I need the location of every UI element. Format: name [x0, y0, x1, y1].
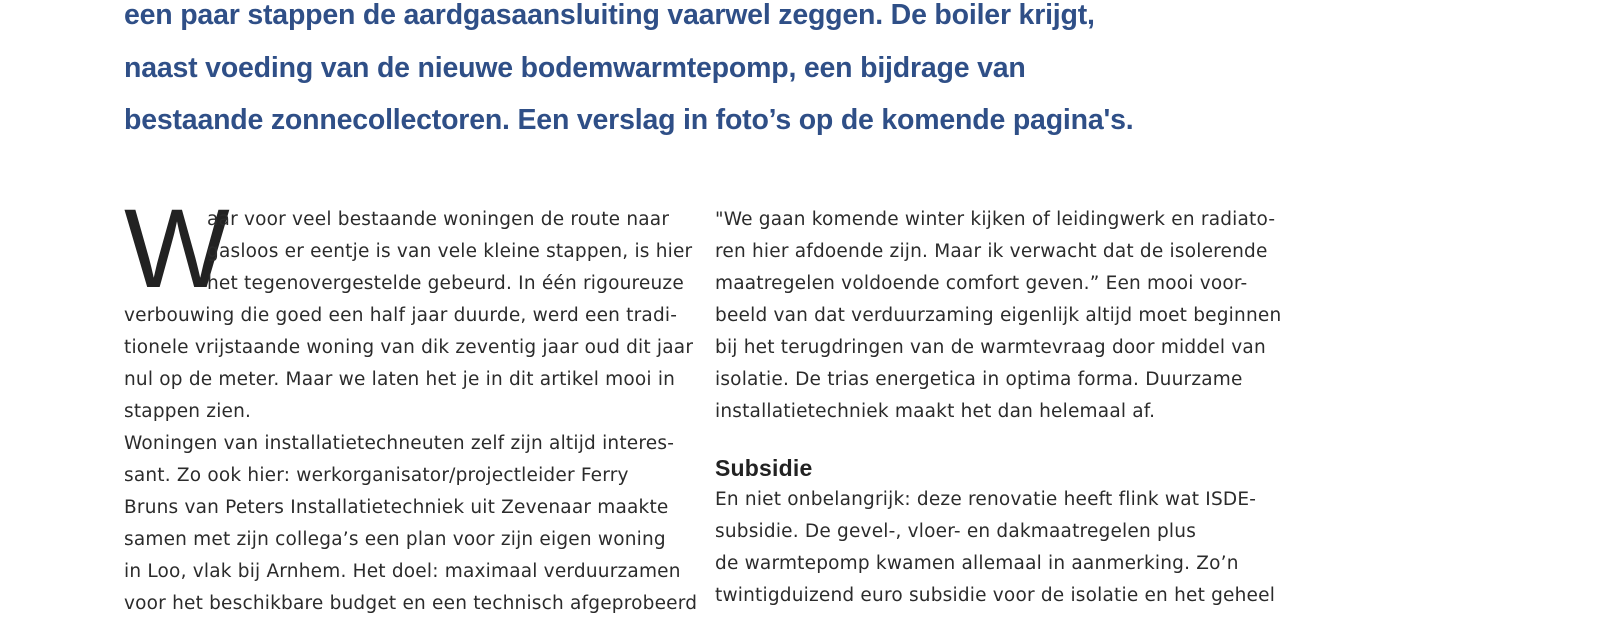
paragraph-gap: [715, 428, 1275, 452]
body-paragraph-1: [124, 186, 694, 428]
body-line: ren hier afdoende zijn. Maar ik verwacht dat de isolerende: [715, 241, 1268, 262]
body-line: maatregelen voldoende comfort geven.” Een mooi voor-: [715, 273, 1248, 294]
body-line: Woningen van installatietechneuten zelf zijn altijd interes-: [124, 433, 675, 454]
body-line: samen met zijn collega’s een plan voor zijn eigen woning: [124, 529, 666, 550]
body-line: isolatie. De trias energetica in optima forma. Duurzame: [715, 369, 1243, 390]
intro-line: bestaande zonnecollectoren. Een verslag in foto’s op de komende pagina's.: [124, 104, 1134, 136]
body-paragraph-3: [715, 204, 1282, 428]
right-column: [715, 204, 1282, 612]
body-line: bij het terugdringen van de warmtevraag door middel van: [715, 337, 1266, 358]
body-line: aar voor veel bestaande woningen de route naar: [207, 209, 670, 230]
left-column: [124, 186, 698, 620]
body-line: de warmtepomp kwamen allemaal in aanmerking. Zo’n: [715, 553, 1239, 574]
body-line: Bruns van Peters Installatietechniek uit Zevenaar maakte: [124, 497, 669, 518]
body-line: het tegenovergestelde gebeurd. In één rigoureuze: [207, 273, 684, 294]
body-line: sant. Zo ook hier: werkorganisator/projectleider Ferry: [124, 465, 629, 486]
body-paragraph-4: [715, 484, 1275, 612]
body-line: stappen zien.: [124, 401, 252, 422]
body-line: beeld van dat verduurzaming eigenlijk altijd moet beginnen: [715, 305, 1282, 326]
body-line: in Loo, vlak bij Arnhem. Het doel: maximaal verduurzamen: [124, 561, 681, 582]
intro-line: naast voeding van de nieuwe bodemwarmtepomp, een bijdrage van: [124, 51, 1026, 84]
body-line: En niet onbelangrijk: deze renovatie heeft flink wat ISDE-: [715, 489, 1257, 510]
section-heading: Subsidie: [715, 455, 813, 481]
body-line: "We gaan komende winter kijken of leidingwerk en radiato-: [715, 209, 1276, 230]
body-line: installatietechniek maakt het dan helemaal af.: [715, 401, 1156, 422]
intro-paragraph: [124, 0, 1244, 147]
intro-line: een paar stappen de aardgasaansluiting vaarwel zeggen. De boiler krijgt,: [124, 0, 1095, 31]
drop-cap: W: [124, 186, 230, 311]
body-line: subsidie. De gevel-, vloer- en dakmaatregelen plus: [715, 521, 1197, 542]
body-line: gasloos er eentje is van vele kleine stappen, is hier: [207, 241, 693, 262]
body-line: twintigduizend euro subsidie voor de isolatie en het geheel: [715, 585, 1276, 606]
body-line: voor het beschikbare budget en een technisch afgeprobeerd: [124, 593, 698, 614]
body-paragraph-2: [124, 428, 698, 620]
body-line: nul op de meter. Maar we laten het je in dit artikel mooi in: [124, 369, 676, 390]
body-line: tionele vrijstaande woning van dik zeventig jaar oud dit jaar: [124, 337, 694, 358]
body-line: verbouwing die goed een half jaar duurde, werd een tradi-: [124, 305, 678, 326]
